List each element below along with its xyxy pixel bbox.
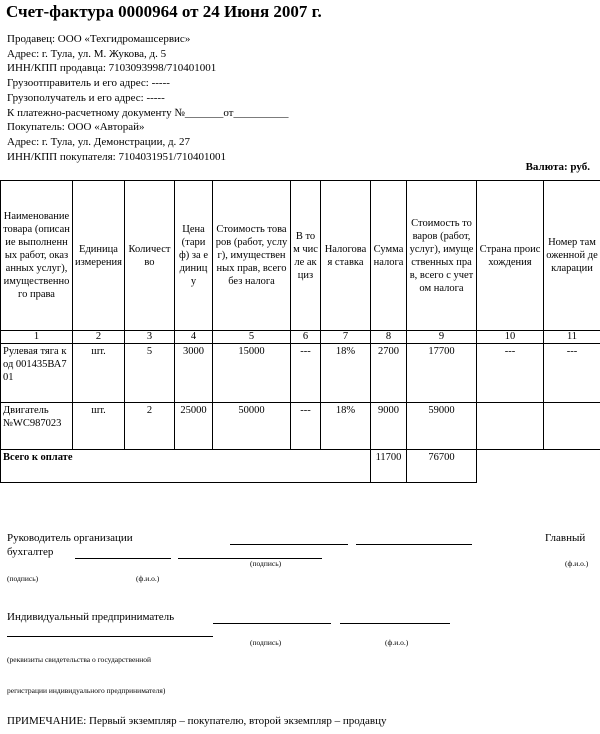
column-number: 8	[371, 331, 407, 344]
chief-label-2: бухгалтер	[7, 546, 54, 558]
currency-label: Валюта: руб.	[525, 161, 590, 173]
cell-tax-amount: 9000	[371, 403, 407, 450]
column-number: 7	[321, 331, 371, 344]
entrepreneur-name-line	[340, 623, 450, 624]
page-title: Счет-фактура 0000964 от 24 Июня 2007 г.	[6, 2, 322, 21]
cell-tax-rate: 18%	[321, 344, 371, 403]
seller-line: Продавец: ООО «Техгидромашсервис»	[7, 33, 191, 45]
signature-caption: (подпись)	[7, 574, 39, 583]
cell-cost-with-tax: 17700	[407, 344, 477, 403]
seller-inn-line: ИНН/КПП продавца: 7103093998/710401001	[7, 62, 217, 75]
cell-quantity: 5	[125, 344, 175, 403]
signature-caption: (подпись)	[250, 638, 282, 647]
column-number: 10	[477, 331, 544, 344]
cell-quantity: 2	[125, 403, 175, 450]
cell-tax-amount: 2700	[371, 344, 407, 403]
signature-caption: (подпись)	[250, 559, 282, 568]
requisites-line	[7, 636, 213, 637]
empty-cell	[544, 450, 600, 483]
column-number: 5	[213, 331, 291, 344]
chief-label-1: Главный	[545, 532, 586, 544]
column-number: 4	[175, 331, 213, 344]
cell-product-name: Двигатель №WC987023	[1, 403, 73, 450]
cell-tax-rate: 18%	[321, 403, 371, 450]
column-number: 6	[291, 331, 321, 344]
header-cell: В том числе акциз	[291, 181, 321, 331]
invoice-table	[0, 180, 600, 483]
total-sum: 76700	[407, 450, 477, 483]
cell-unit: шт.	[73, 344, 125, 403]
head-signature-line	[230, 544, 348, 545]
cell-excise: ---	[291, 344, 321, 403]
shipper-line: Грузоотправитель и его адрес: -----	[7, 77, 170, 90]
empty-cell	[477, 450, 544, 483]
buyer-address-line: Адрес: г. Тула, ул. Демонстрации, д. 27	[7, 135, 191, 148]
requisites-caption-2: регистрации индивидуального предпринимателя)	[7, 686, 166, 695]
header-cell: Страна происхождения	[477, 181, 544, 331]
cell-cost-with-tax: 59000	[407, 403, 477, 450]
cell-country: ---	[477, 344, 544, 403]
consignee-line: Грузополучатель и его адрес: -----	[7, 91, 165, 104]
cell-customs-number: ---	[544, 344, 600, 403]
header-cell: Стоимость товаров (работ, услуг), имущественных прав, всего без налога	[213, 181, 291, 331]
header-cell: Стоимость товаров (работ, услуг), имущественных прав, всего с учетом налога	[407, 181, 477, 331]
cell-cost-without-tax: 15000	[213, 344, 291, 403]
header-cell: Сумма налога	[371, 181, 407, 331]
entrepreneur-label: Индивидуальный предприниматель	[7, 611, 175, 623]
invoice-info	[7, 32, 289, 164]
cell-customs-number	[544, 403, 600, 450]
header-cell: Налоговая ставка	[321, 181, 371, 331]
header-cell: Количество	[125, 181, 175, 331]
cell-excise: ---	[291, 403, 321, 450]
cell-country	[477, 403, 544, 450]
column-number: 11	[544, 331, 600, 344]
cell-price: 25000	[175, 403, 213, 450]
total-row	[1, 450, 600, 483]
column-number: 2	[73, 331, 125, 344]
requisites-caption-1: (реквизиты свидетельства о государственной	[7, 655, 152, 664]
cell-product-name: Рулевая тяга код 001435ВА701	[1, 344, 73, 403]
column-number-row	[1, 331, 600, 344]
cell-cost-without-tax: 50000	[213, 403, 291, 450]
head-label: Руководитель организации	[7, 532, 133, 544]
header-cell: Номер таможенной декларации	[544, 181, 600, 331]
table-row	[1, 403, 600, 450]
buyer-line: Покупатель: ООО «Авторай»	[7, 121, 145, 134]
name-caption: (ф.и.о.)	[565, 559, 589, 568]
footnote: ПРИМЕЧАНИЕ: Первый экземпляр – покупателю, второй экземпляр – продавцу	[7, 715, 387, 727]
buyer-inn-line: ИНН/КПП покупателя: 7104031951/710401001	[7, 150, 227, 163]
header-cell: Единица измерения	[73, 181, 125, 331]
header-cell: Цена (тариф) за единицу	[175, 181, 213, 331]
column-number: 3	[125, 331, 175, 344]
cell-price: 3000	[175, 344, 213, 403]
name-caption: (ф.и.о.)	[136, 574, 160, 583]
entrepreneur-signature-line	[213, 623, 331, 624]
table-row	[1, 344, 600, 403]
chief-signature-line	[75, 558, 171, 559]
cell-unit: шт.	[73, 403, 125, 450]
seller-address-line: Адрес: г. Тула, ул. М. Жукова, д. 5	[7, 47, 167, 60]
total-tax: 11700	[371, 450, 407, 483]
name-caption: (ф.и.о.)	[385, 638, 409, 647]
column-number: 1	[1, 331, 73, 344]
head-name-line	[356, 544, 472, 545]
table-header-row	[1, 181, 600, 331]
payment-document-line: К платежно-расчетному документу №_______от__________	[7, 106, 289, 119]
total-label: Всего к оплате	[1, 450, 371, 483]
column-number: 9	[407, 331, 477, 344]
header-cell: Наименование товара (описание выполненных работ, оказанных услуг), имущественного права	[1, 181, 73, 331]
